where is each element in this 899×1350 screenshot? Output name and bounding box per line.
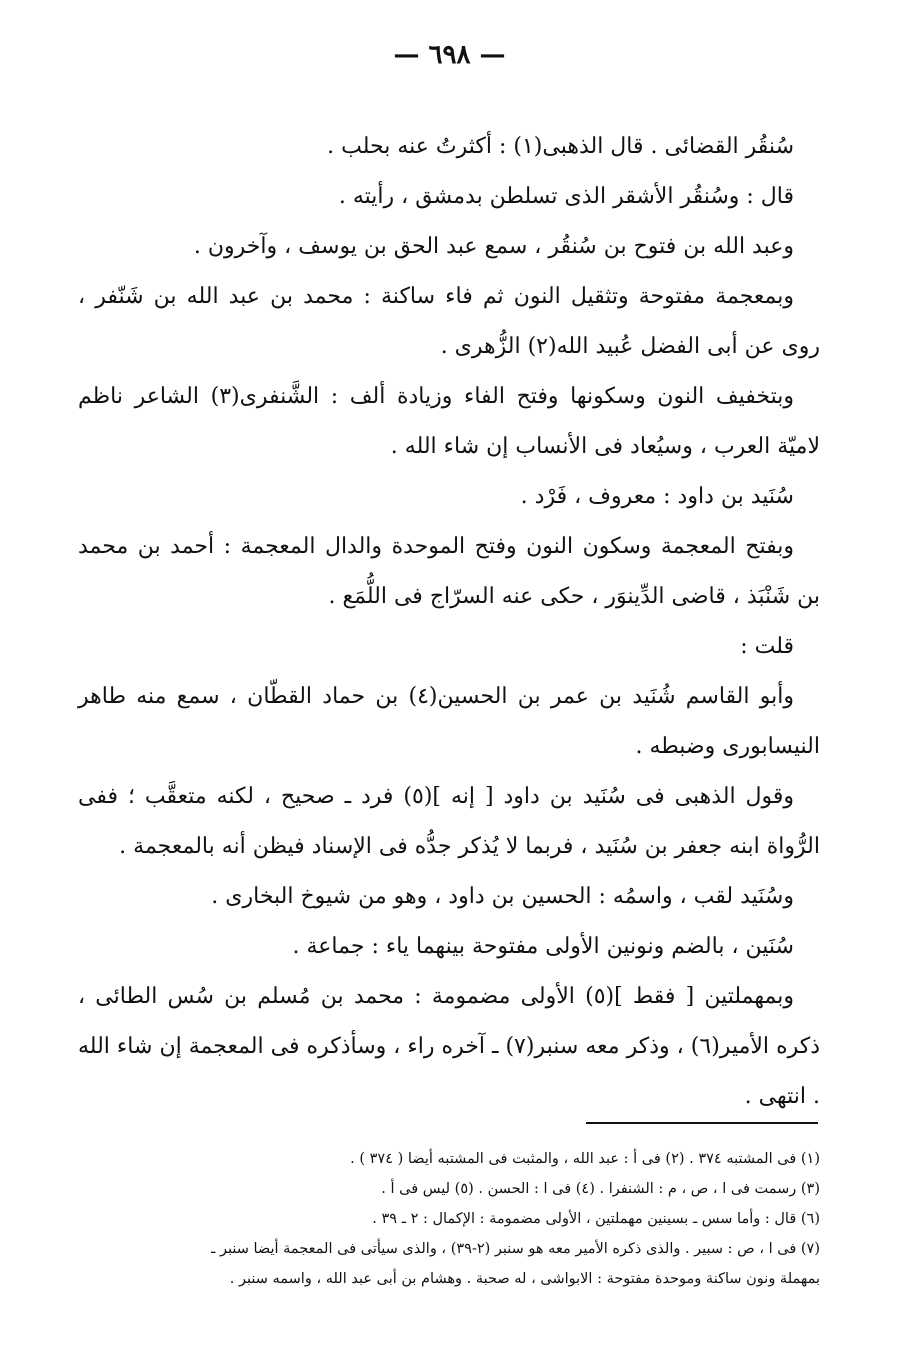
paragraph-2: قال : وسُنقُر الأشقر الذى تسلطن بدمشق ، رأيته .	[338, 184, 794, 209]
page-number: — ٦٩٨ —	[393, 40, 506, 70]
paragraph-12: سُنَين ، بالضم ونونين الأولى مفتوحة بينهما ياء : جماعة .	[292, 934, 794, 959]
main-text	[78, 122, 820, 1122]
paragraph-3: وعبد الله بن فتوح بن سُنقُر ، سمع عبد الحق بن يوسف ، وآخرون .	[193, 234, 794, 259]
paragraph-11: وسُنَيد لقب ، واسمُه : الحسين بن داود ، وهو من شيوخ البخارى .	[211, 884, 794, 909]
footnote-line-4: (٧) فى ا ، ص : سبير . والذى ذكره الأمير معه هو سنبر (٢-٣٩) ، والذى سيأتى فى المعجمة أيضا سنبر ـ	[211, 1241, 820, 1257]
paragraph-1: سُنقُر القضائى . قال الذهبى(١) : أكثرتُ عنه بحلب .	[327, 134, 794, 159]
footnote-line-1: (١) فى المشتبه ٣٧٤ . (٢) فى أ : عبد الله ، والمثبت فى المشتبه أيضا ( ٣٧٤ ) .	[350, 1151, 820, 1167]
paragraph-13: وبمهملتين [ فقط ](٥) الأولى مضمومة : محمد بن مُسلم بن سُس الطائى ، ذكره الأمير(٦) ، وذكر معه سنبر(٧) ـ آخره راء ، وسأذكره فى المعجمة إن شاء الله . انتهى .	[78, 984, 820, 1109]
paragraph-9: وأبو القاسم شُنَيد بن عمر بن الحسين(٤) بن حماد القطّان ، سمع منه طاهر النيسابورى وضبطه .	[78, 684, 820, 759]
footnotes	[78, 1144, 820, 1294]
paragraph-8: قلت :	[740, 634, 794, 659]
footnote-line-2: (٣) رسمت فى ا ، ص ، م : الشنفرا . (٤) فى ا : الحسن . (٥) ليس فى أ .	[381, 1181, 820, 1197]
footnote-line-3: (٦) قال : وأما سس ـ بسينين مهملتين ، الأولى مضمومة : الإكمال : ٢ ـ ٣٩ .	[372, 1211, 820, 1227]
paragraph-5: وبتخفيف النون وسكونها وفتح الفاء وزيادة ألف : الشَّنفرى(٣) الشاعر ناظم لاميّة العرب ، وسيُعاد فى الأنساب إن شاء الله .	[78, 384, 820, 459]
paragraph-6: سُنَيد بن داود : معروف ، فَرْد .	[520, 484, 794, 509]
paragraph-7: وبفتح المعجمة وسكون النون وفتح الموحدة والدال المعجمة : أحمد بن محمد بن شَنْبَذ ، قاضى الدِّينوَر ، حكى عنه السرّاج فى اللُّمَع .	[78, 534, 820, 609]
footnote-line-5: بمهملة ونون ساكنة وموحدة مفتوحة : الابواشى ، له صحبة . وهشام بن أبى عبد الله ، واسمه سنبر .	[229, 1271, 820, 1287]
paragraph-10: وقول الذهبى فى سُنَيد بن داود [ إنه ](٥) فرد ـ صحيح ، لكنه متعقَّب ؛ ففى الرُّواة ابنه جعفر بن سُنَيد ، فربما لا يُذكر جدُّه فى الإسناد فيظن أنه بالمعجمة .	[78, 784, 820, 859]
footnote-divider	[586, 1122, 818, 1124]
paragraph-4: وبمعجمة مفتوحة وتثقيل النون ثم فاء ساكنة : محمد بن عبد الله بن شَنّفر ، روى عن أبى الفضل عُبيد الله(٢) الزُّهرى .	[78, 284, 820, 359]
